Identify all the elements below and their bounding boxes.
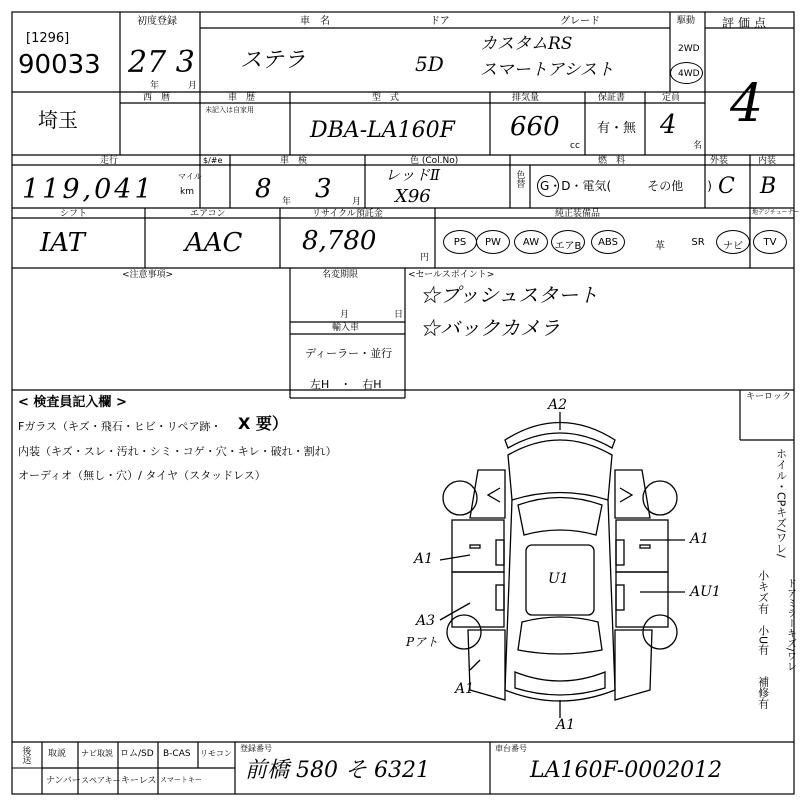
chassis-label: 車台番号 [495,744,527,753]
interior-label: 内装 [758,156,777,166]
car-diagram [440,412,685,718]
capacity-unit: 名 [693,141,703,151]
inspector-line1: Fガラス（キズ・飛石・ヒビ・リペア跡・ [18,420,222,433]
displacement-value: 660 [510,112,560,142]
year-label: 初度登録 [137,16,177,27]
shift-label: シフト [60,209,88,219]
mark-right-rear: AU1 [690,584,721,600]
interior-value: B [760,174,777,199]
year-value: 27 3 [128,45,195,80]
inspection-year: 8 [255,174,272,204]
dealer-label: ディーラー・並行 [305,347,393,360]
side-text-1: ホイル・CPキズ/ワレ/ [774,448,788,558]
inspection-label: 車 検 [280,156,308,166]
name-change-label: 名変期限 [322,270,359,280]
warranty-label: 保証書 [598,93,626,103]
mark-left-bottom: A1 [455,681,475,697]
fuel-g-circle [537,175,559,197]
chassis-value: LA160F-0002012 [530,758,723,783]
displacement-unit: cc [570,141,580,151]
footer-item-3: B-CAS [163,749,191,759]
notes-label: <注意事項> [122,270,174,280]
footer-item-2: ロム/SD [120,749,154,759]
keyless-label: キーロック [746,392,791,402]
capacity-value: 4 [660,110,677,140]
tuner-label: 地デジチューナー [752,209,800,216]
sales-label: <セールスポイント> [408,270,495,280]
equipment-circle-4 [591,230,625,254]
score-value: 4 [730,74,764,134]
footer-item-row2-1: キーレス [121,776,157,786]
month-label: 月 [340,310,350,320]
footer-inspection-label: 後送 [20,746,31,764]
footer-item-4: リモコン [200,749,232,758]
footer-item-0: 取説 [48,749,67,759]
car-name-label: 車 名 [300,16,330,27]
mileage-value: 119,041 [22,174,155,205]
capacity-label: 定員 [662,93,681,103]
mark-rear-bottom: A1 [556,717,576,733]
drive-label: 駆動 [677,16,696,26]
grade-line2: スマートアシスト [480,60,614,80]
equipment-item-4: ABS [598,237,618,248]
equipment-circle-0 [443,230,477,254]
side-text-5: 補修有 [756,676,770,709]
inspection-month: 3 [315,174,332,204]
mark-right-front: A1 [690,531,710,547]
registration-value: 前橋 580 そ 6321 [245,758,430,783]
inspection-month-unit: 月 [352,197,362,207]
equipment-item-2: AW [522,237,540,248]
mark-front-top: A2 [548,397,568,413]
recycle-label: リサイクル預託金 [312,209,383,219]
color-value-2: X96 [395,186,431,207]
inspection-year-unit: 年 [282,197,292,207]
drive-4wd: 4WD [678,69,700,79]
drive-4wd-circle [670,62,703,84]
side-text-3: ドアミラーキズ/ワレ [784,578,796,672]
equipment-circle-8 [753,230,787,254]
car-history-label: 車 歴 [228,93,256,103]
equipment-circle-3 [551,230,585,254]
sales-point-2: ☆バックカメラ [420,316,560,340]
drive-2wd: 2WD [678,44,700,54]
side-text-2: 小キズ有 [756,570,770,614]
recycle-value: 8,780 [302,226,377,256]
mileage-label: 走行 [100,156,119,166]
prefecture: 埼玉 [38,108,78,132]
mark-left-rear-note: Pアト [406,635,439,649]
equipment-label: 純正装備品 [555,209,601,219]
color-value-1: レッドⅡ [385,166,441,184]
equipment-item-3: エアB [554,241,582,252]
fuel-label: 燃 料 [598,156,626,166]
exterior-label: 外装 [710,156,729,166]
ac-value: AAC [185,228,243,258]
equipment-item-6: SR [691,237,705,248]
grade-line1: カスタムRS [480,34,573,54]
inspector-line1-emph: X 要） [238,414,288,433]
handle-label: 左H ・ 右H [310,378,382,391]
doors-label: ドア [430,16,450,27]
shift-value: IAT [40,228,85,258]
grade-label: グレード [560,16,600,27]
warranty-value: 有・無 [597,121,637,136]
mark-roof: U1 [548,571,569,587]
month-unit: 月 [188,81,198,91]
inspector-title: < 検査員記入欄 > [18,395,127,410]
sales-point-1: ☆プッシュスタート [420,283,599,307]
mark-left-rear: A3 [416,613,436,629]
recycle-unit: 円 [420,253,430,263]
equipment-circle-1 [476,230,510,254]
model-value: DBA-LA160F [310,118,455,143]
inspector-line3: オーディオ（無し・穴）/ タイヤ（スタッドレス） [18,469,266,482]
equipment-item-0: PS [453,237,467,248]
displacement-label: 排気量 [512,93,540,103]
year-unit: 年 [150,81,160,91]
equipment-circle-2 [514,230,548,254]
fuel-value: G・D・電気( その他 ) [540,179,712,193]
side-text-4: 小U有 [756,625,770,656]
history-label: 西 暦 [143,93,171,103]
mileage-unit-km: km [180,187,194,197]
mark-left-front: A1 [414,551,434,567]
day-label: 日 [394,310,404,320]
mileage-unit-mile: マイル [178,172,202,181]
car-name-value: ステラ [240,48,306,73]
registration-label: 登録番号 [240,744,272,753]
equipment-item-8: TV [763,237,777,248]
footer-item-row2-0: スペアキー [81,776,121,785]
doors-value: 5D [415,52,444,76]
footer-item-row2-2: スマートキー [160,776,202,784]
model-label: 型 式 [372,93,400,103]
equipment-item-1: PW [485,237,501,248]
exterior-value: C [718,174,735,199]
color-change-label: 色替 [514,170,525,188]
lot-label: [1296] [26,31,70,46]
equipment-item-7: ナビ [723,241,743,252]
footer-item-1: ナビ取説 [81,749,113,758]
equipment-item-5: 革 [655,241,665,252]
import-label: 輸入車 [332,323,360,333]
sw-label: $/#e [203,156,223,165]
equipment-circle-7 [716,230,750,254]
score-label: 評価点 [722,16,771,30]
ac-label: エアコン [190,209,226,219]
car-history-note: 未記入は自家用 [205,106,254,114]
lot-number: 90033 [18,50,101,80]
footer-plate-label: ナンバー [46,776,81,786]
inspector-line2: 内装（キズ・スレ・汚れ・シミ・コゲ・穴・キレ・破れ・割れ） [18,445,337,458]
color-label: 色 (Col.No) [410,156,459,166]
